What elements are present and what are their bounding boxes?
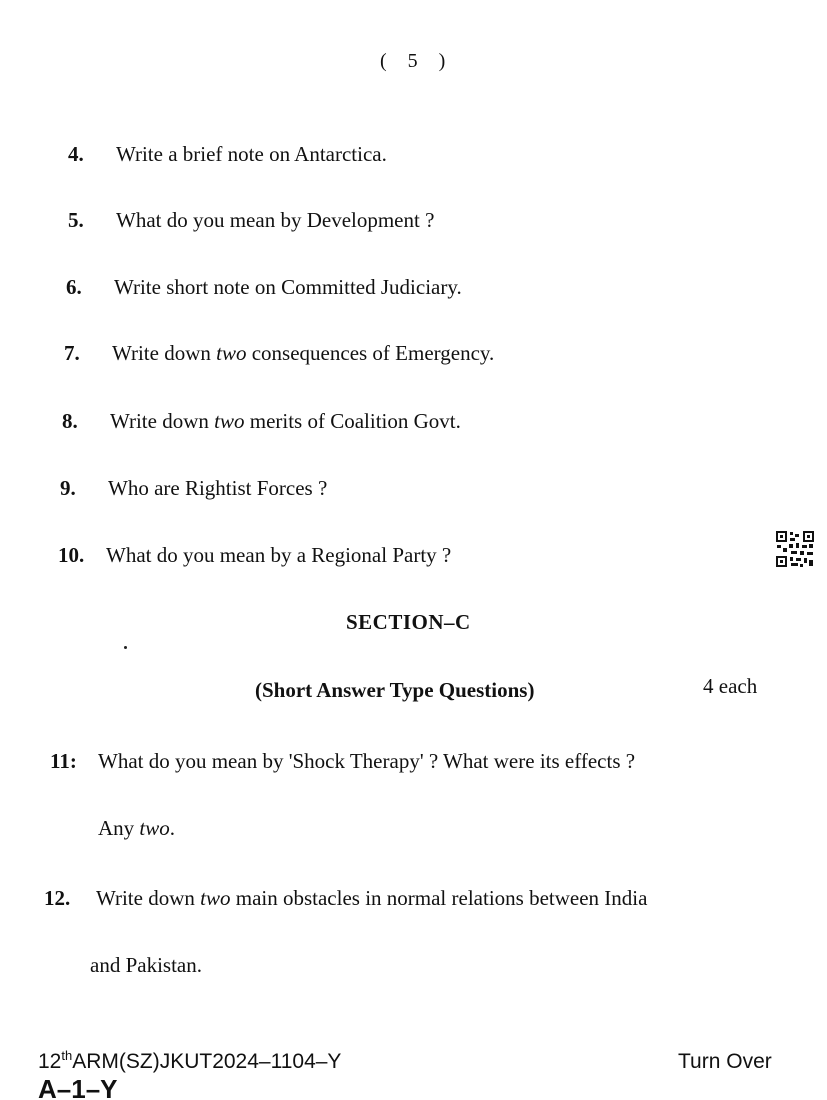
question-text: What do you mean by Development ? (116, 208, 435, 232)
question-12-continuation: and Pakistan. (90, 953, 202, 977)
qr-code-icon (776, 531, 814, 567)
question-text: Write a brief note on Antarctica. (116, 142, 387, 166)
question-number: 11: (50, 749, 77, 773)
question-text: Write down two consequences of Emergency. (112, 341, 495, 365)
question-number: 8. (62, 409, 78, 433)
section-subtitle: (Short Answer Type Questions) (255, 678, 535, 702)
question-number: 4. (68, 142, 84, 166)
question-text: Write down two main obstacles in normal relations between India (96, 886, 648, 910)
question-11-continuation: Any two. (98, 816, 176, 840)
set-stamp (38, 1076, 148, 1100)
question-number: 10. (58, 543, 85, 567)
question-number: 7. (64, 341, 80, 365)
question-number: 9. (60, 476, 76, 500)
question-text: Who are Rightist Forces ? (108, 476, 328, 500)
turn-over-label: Turn Over (678, 1050, 772, 1073)
question-number: 6. (66, 275, 82, 299)
section-marks: 4 each (703, 674, 758, 698)
question-text: Write short note on Committed Judiciary. (114, 275, 462, 299)
stray-dot (124, 646, 127, 649)
question-number: 12. (44, 886, 71, 910)
paper-code: 12thARM(SZ)JKUT2024–1104–Y (38, 1048, 342, 1073)
question-text: Write down two merits of Coalition Govt. (110, 409, 461, 433)
question-text: What do you mean by a Regional Party ? (106, 543, 452, 567)
question-text: What do you mean by 'Shock Therapy' ? What were its effects ? (98, 749, 636, 773)
page-number: ( 5 ) (380, 50, 454, 72)
section-title: SECTION–C (346, 610, 471, 634)
svg-text:A–1–Y: A–1–Y (38, 1076, 118, 1100)
question-number: 5. (68, 208, 84, 232)
